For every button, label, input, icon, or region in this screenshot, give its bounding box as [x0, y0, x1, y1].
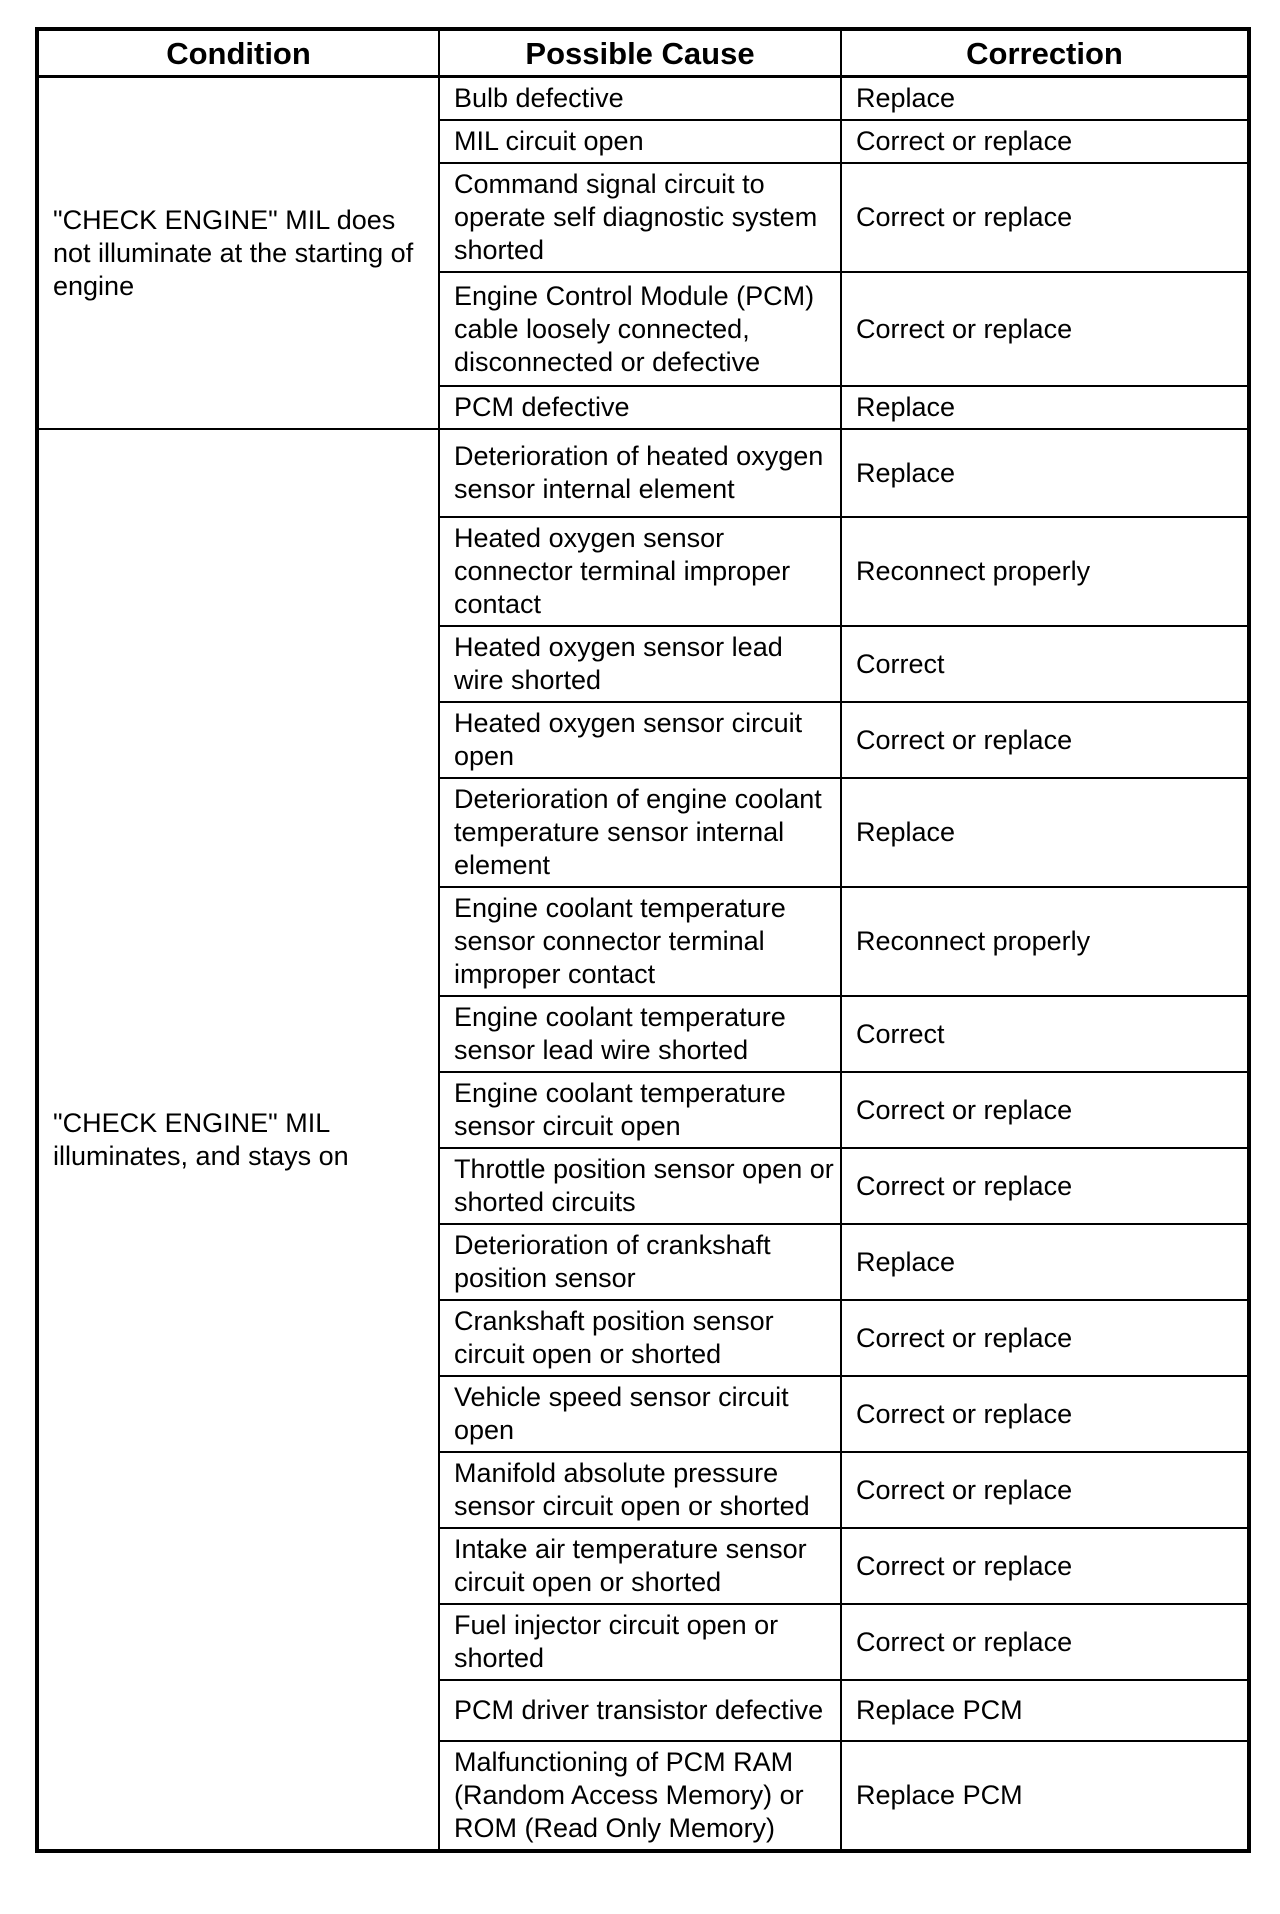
troubleshooting-table: [35, 27, 1251, 1853]
correction-cell: Replace: [841, 386, 1249, 429]
cause-cell: Engine Control Module (PCM) cable loosely connected, disconnected or defective: [439, 272, 841, 386]
cause-cell: Malfunctioning of PCM RAM (Random Access Memory) or ROM (Read Only Memory): [439, 1741, 841, 1851]
correction-cell: Reconnect properly: [841, 517, 1249, 626]
cause-cell: Heated oxygen sensor connector terminal improper contact: [439, 517, 841, 626]
header-correction: Correction: [841, 29, 1249, 77]
correction-cell: Correct or replace: [841, 120, 1249, 163]
cause-cell: Heated oxygen sensor lead wire shorted: [439, 626, 841, 702]
cause-cell: Engine coolant temperature sensor connector terminal improper contact: [439, 887, 841, 996]
correction-cell: Correct: [841, 626, 1249, 702]
correction-cell: Correct or replace: [841, 1300, 1249, 1376]
cause-cell: Vehicle speed sensor circuit open: [439, 1376, 841, 1452]
correction-cell: Correct or replace: [841, 1376, 1249, 1452]
cause-cell: Throttle position sensor open or shorted circuits: [439, 1148, 841, 1224]
cause-cell: Heated oxygen sensor circuit open: [439, 702, 841, 778]
cause-cell: Deterioration of crankshaft position sensor: [439, 1224, 841, 1300]
cause-cell: Bulb defective: [439, 77, 841, 121]
table-row: [37, 77, 1249, 121]
correction-cell: Correct or replace: [841, 1604, 1249, 1680]
correction-cell: Correct or replace: [841, 1452, 1249, 1528]
correction-cell: Correct: [841, 996, 1249, 1072]
correction-cell: Correct or replace: [841, 702, 1249, 778]
correction-cell: Replace: [841, 429, 1249, 517]
header-condition: Condition: [37, 29, 439, 77]
correction-cell: Correct or replace: [841, 1528, 1249, 1604]
correction-cell: Correct or replace: [841, 1148, 1249, 1224]
correction-cell: Reconnect properly: [841, 887, 1249, 996]
correction-cell: Correct or replace: [841, 1072, 1249, 1148]
cause-cell: Fuel injector circuit open or shorted: [439, 1604, 841, 1680]
cause-cell: Crankshaft position sensor circuit open or shorted: [439, 1300, 841, 1376]
cause-cell: PCM driver transistor defective: [439, 1680, 841, 1741]
cause-cell: Manifold absolute pressure sensor circuit open or shorted: [439, 1452, 841, 1528]
header-row: [37, 29, 1249, 77]
correction-cell: Replace PCM: [841, 1741, 1249, 1851]
condition-cell: "CHECK ENGINE" MIL does not illuminate at the starting of engine: [37, 77, 439, 430]
cause-cell: Intake air temperature sensor circuit open or shorted: [439, 1528, 841, 1604]
cause-cell: MIL circuit open: [439, 120, 841, 163]
correction-cell: Replace PCM: [841, 1680, 1249, 1741]
correction-cell: Correct or replace: [841, 272, 1249, 386]
cause-cell: PCM defective: [439, 386, 841, 429]
cause-cell: Deterioration of engine coolant temperature sensor internal element: [439, 778, 841, 887]
header-possible-cause: Possible Cause: [439, 29, 841, 77]
condition-cell: "CHECK ENGINE" MIL illuminates, and stays on: [37, 429, 439, 1851]
table-body: [37, 77, 1249, 1852]
cause-cell: Deterioration of heated oxygen sensor internal element: [439, 429, 841, 517]
table-row: [37, 429, 1249, 517]
cause-cell: Command signal circuit to operate self diagnostic system shorted: [439, 163, 841, 272]
correction-cell: Replace: [841, 77, 1249, 121]
cause-cell: Engine coolant temperature sensor lead wire shorted: [439, 996, 841, 1072]
correction-cell: Replace: [841, 1224, 1249, 1300]
correction-cell: Replace: [841, 778, 1249, 887]
correction-cell: Correct or replace: [841, 163, 1249, 272]
cause-cell: Engine coolant temperature sensor circuit open: [439, 1072, 841, 1148]
